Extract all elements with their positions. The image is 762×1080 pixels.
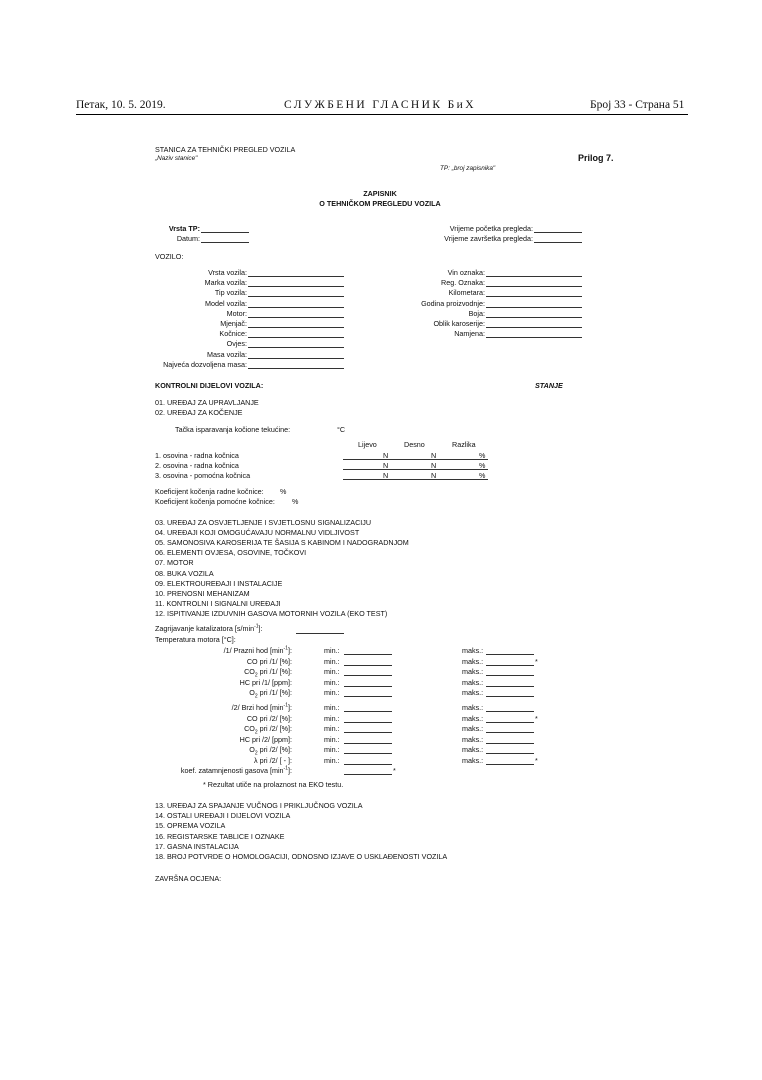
max-field[interactable] — [486, 722, 534, 723]
warmup-label: Zagrijavanje katalizatora $[s/\min^{-1}]$: — [155, 623, 263, 633]
control-item: 06. ELEMENTI OVJESA, OSOVINE, TOČKOVI — [155, 548, 307, 558]
start-label: Vrijeme početka pregleda: — [449, 224, 533, 233]
max-field[interactable] — [486, 675, 534, 676]
max-field[interactable] — [486, 764, 534, 765]
max-field[interactable] — [486, 686, 534, 687]
max-label: maks.: — [462, 677, 484, 687]
item-02: 02. UREĐAJ ZA KOČENJE — [155, 408, 243, 417]
brake-row-left-unit: N — [383, 471, 389, 480]
fast-o2: $O_2$ pri /2/ [%]: — [249, 745, 292, 757]
min-field[interactable] — [344, 711, 392, 712]
vehicle-field-input[interactable] — [486, 276, 582, 277]
temp-label: Temperatura motora [°C]: — [155, 635, 236, 644]
col-diff: Razlika — [452, 440, 476, 449]
min-label: min.: — [324, 688, 340, 697]
header-gazette: СЛУЖБЕНИ ГЛАСНИК БиХ — [284, 99, 476, 111]
max-field[interactable] — [486, 654, 534, 655]
max-field[interactable] — [486, 743, 534, 744]
vehicle-field-label: Motor: — [226, 308, 247, 318]
min-field[interactable] — [344, 696, 392, 697]
control-heading: KONTROLNI DIJELOVI VOZILA: — [155, 381, 264, 390]
control-item: 03. UREĐAJ ZA OSVJETLJENJE I SVJETLOSNU SIGNALIZACIJU — [155, 518, 372, 527]
required-star: * — [393, 766, 396, 775]
max-label: maks.: — [462, 724, 484, 733]
annex-label: Prilog 7. — [578, 153, 614, 163]
boiling-label: Tačka isparavanja kočione tekućine: — [175, 425, 291, 434]
vehicle-field-label: Oblik karoserije: — [433, 319, 485, 328]
vehicle-field-label: Model vozila: — [205, 298, 247, 308]
min-label: min.: — [324, 713, 340, 723]
min-field[interactable] — [344, 753, 392, 754]
fast-co: CO pri /2/ [%]: — [246, 713, 292, 723]
coef-aux-label: Koeficijent kočenja pomoćne kočnice: — [155, 497, 275, 506]
vehicle-field-input[interactable] — [486, 317, 582, 318]
coef-work-label: Koeficijent kočenja radne kočnice: — [155, 487, 264, 496]
item-01: 01. UREĐAJ ZA UPRAVLJANJE — [155, 398, 259, 407]
vehicle-field-input[interactable] — [248, 337, 344, 338]
col-left: Lijevo — [358, 440, 377, 449]
vehicle-field-label: Godina proizvodnje: — [421, 298, 485, 308]
control-item: 18. BROJ POTVRDE O HOMOLOGACIJI, ODNOSNO IZJAVE O USKLAĐENOSTI VOZILA — [155, 852, 448, 861]
brake-row-diff-unit: % — [479, 461, 486, 470]
min-field[interactable] — [344, 722, 392, 723]
idle-co2: $CO_2$ pri /1/ [%]: — [244, 667, 292, 679]
doc-title-line1: ZAPISNIK — [363, 189, 397, 198]
brake-row-left-unit: N — [383, 461, 389, 470]
datum-label: Datum: — [176, 234, 200, 243]
brake-row-right-unit: N — [431, 471, 437, 480]
header-page: Број 33 - Страна 51 — [590, 99, 685, 111]
boiling-unit: °C — [337, 425, 346, 434]
vehicle-field-input[interactable] — [248, 358, 344, 359]
end-field[interactable] — [534, 242, 582, 243]
control-item: 05. SAMONOSIVA KAROSERIJA TE ŠASIJA S KABINOM I NADOGRADNJOM — [155, 538, 409, 548]
vehicle-field-input[interactable] — [248, 307, 344, 308]
vehicle-field-label: Boja: — [468, 308, 485, 318]
required-star: * — [535, 656, 538, 666]
max-label: maks.: — [462, 734, 484, 744]
brake-row-line[interactable] — [343, 479, 488, 480]
max-field[interactable] — [486, 732, 534, 733]
max-field[interactable] — [486, 711, 534, 712]
control-item: 07. MOTOR — [155, 558, 194, 568]
start-field[interactable] — [534, 232, 582, 233]
min-label: min.: — [324, 656, 340, 666]
min-field[interactable] — [344, 654, 392, 655]
max-label: maks.: — [462, 656, 484, 666]
warmup-field[interactable] — [296, 633, 344, 634]
min-field[interactable] — [344, 743, 392, 744]
min-label: min.: — [324, 646, 340, 655]
vehicle-field-input[interactable] — [248, 296, 344, 297]
vehicle-field-label: Ovjes: — [226, 339, 247, 349]
max-field[interactable] — [486, 753, 534, 754]
fast-lambda: λ pri /2/ [ - ]: — [254, 755, 292, 765]
min-label: min.: — [324, 755, 340, 765]
max-label: maks.: — [462, 688, 484, 697]
vehicle-heading: VOZILO: — [155, 252, 184, 261]
vehicle-field-label: Masa vozila: — [207, 349, 247, 359]
min-label: min.: — [324, 734, 340, 744]
vehicle-field-label: Kilometara: — [448, 288, 485, 298]
vehicle-field-input[interactable] — [248, 347, 344, 348]
max-label: maks.: — [462, 646, 484, 655]
brake-row-diff-unit: % — [479, 451, 486, 460]
vehicle-field-label: Najveća dozvoljena masa: — [163, 359, 247, 369]
idle-hc: HC pri /1/ [ppm]: — [239, 677, 292, 687]
vehicle-field-input[interactable] — [486, 327, 582, 328]
max-label: maks.: — [462, 713, 484, 723]
required-star: * — [535, 755, 538, 765]
control-item: 09. ELEKTROUREĐAJI I INSTALACIJE — [155, 578, 283, 588]
max-label: maks.: — [462, 667, 484, 676]
vehicle-field-label: Kočnice: — [219, 329, 247, 339]
min-field[interactable] — [344, 675, 392, 676]
col-right: Desno — [404, 440, 425, 449]
max-field[interactable] — [486, 696, 534, 697]
vehicle-field-label: Tip vozila: — [214, 288, 247, 298]
control-item: 08. BUKA VOZILA — [155, 568, 214, 578]
control-item: 13. UREĐAJ ZA SPAJANJE VUČNOG I PRIKLJUČNOG VOZILA — [155, 801, 363, 810]
station-name: „Naziv stanice" — [155, 155, 198, 162]
brake-row-left-unit: N — [383, 451, 389, 460]
vehicle-field-input[interactable] — [486, 286, 582, 287]
final-grade: ZAVRŠNA OCJENA: — [155, 874, 222, 883]
min-field[interactable] — [344, 665, 392, 666]
control-item: 17. GASNA INSTALACIJA — [155, 841, 239, 851]
control-item: 15. OPREMA VOZILA — [155, 821, 226, 831]
control-item: 10. PRENOSNI MEHANIZAM — [155, 588, 250, 598]
fast-title: /2/ Brzi hod $[\min^{-1}]$: — [231, 702, 292, 712]
coef-work-pct: % — [280, 487, 287, 496]
control-item: 12. ISPITIVANJE IZDUVNIH GASOVA MOTORNIH VOZILA (EKO TEST) — [155, 608, 388, 618]
brake-row-line[interactable] — [343, 469, 488, 470]
fast-co2: $CO_2$ pri /2/ [%]: — [244, 724, 292, 736]
header-date: Петак, 10. 5. 2019. — [76, 99, 166, 111]
station-title: STANICA ZA TEHNIČKI PREGLED VOZILA — [155, 145, 296, 154]
brake-row-line[interactable] — [343, 459, 488, 460]
idle-o2: $O_2$ pri /1/ [%]: — [249, 688, 292, 700]
opacity-field[interactable] — [344, 774, 392, 775]
min-label: min.: — [324, 677, 340, 687]
brake-row-diff-unit: % — [479, 471, 486, 480]
control-item: 14. OSTALI UREĐAJI I DIJELOVI VOZILA — [155, 811, 291, 821]
eco-note: * Rezultat utiče na prolaznost na EKO testu. — [203, 780, 344, 789]
min-field[interactable] — [344, 686, 392, 687]
vehicle-field-label: Mjenjač: — [220, 319, 247, 328]
vrsta-label: Vrsta TP: — [168, 224, 200, 233]
brake-row-right-unit: N — [431, 461, 437, 470]
control-item: 16. REGISTARSKE TABLICE I OZNAKE — [155, 831, 285, 841]
brake-row-label: 2. osovina - radna kočnica — [155, 461, 239, 470]
min-label: min.: — [324, 724, 340, 733]
header-rule — [76, 114, 688, 115]
vehicle-field-input[interactable] — [486, 296, 582, 297]
vehicle-field-input[interactable] — [248, 317, 344, 318]
max-label: maks.: — [462, 755, 484, 765]
vehicle-field-input[interactable] — [486, 307, 582, 308]
fast-hc: HC pri /2/ [ppm]: — [239, 734, 292, 744]
min-field[interactable] — [344, 732, 392, 733]
vehicle-field-label: Marka vozila: — [204, 278, 247, 288]
min-label: min.: — [324, 667, 340, 676]
vehicle-field-input[interactable] — [248, 327, 344, 328]
status-heading: STANJE — [535, 381, 563, 390]
vehicle-field-input[interactable] — [248, 276, 344, 277]
brake-row-label: 3. osovina - pomoćna kočnica — [155, 471, 251, 480]
vehicle-field-input[interactable] — [248, 286, 344, 287]
min-label: min.: — [324, 703, 340, 712]
min-field[interactable] — [344, 764, 392, 765]
idle-co: CO pri /1/ [%]: — [246, 656, 292, 666]
coef-aux-pct: % — [292, 497, 299, 506]
opacity-label: koef. zatamnjenosti gasova $[\min^{-1}]$: — [180, 765, 292, 775]
vrsta-field[interactable] — [201, 232, 249, 233]
brake-row-right-unit: N — [431, 451, 437, 460]
max-label: maks.: — [462, 745, 484, 754]
vehicle-field-label: Namjena: — [454, 329, 485, 339]
datum-field[interactable] — [201, 242, 249, 243]
vehicle-field-label: Vin oznaka: — [447, 268, 485, 277]
idle-title: /1/ Prazni hod $[\min^{-1}]$: — [223, 645, 292, 655]
end-label: Vrijeme završetka pregleda: — [444, 234, 533, 243]
control-item: 04. UREĐAJI KOJI OMOGUĆAVAJU NORMALNU VIDLJIVOST — [155, 528, 360, 538]
required-star: * — [535, 713, 538, 723]
control-item: 11. KONTROLNI I SIGNALNI UREĐAJI — [155, 598, 281, 608]
min-label: min.: — [324, 745, 340, 754]
doc-title-line2: O TEHNIČKOM PREGLEDU VOZILA — [319, 199, 441, 208]
brake-row-label: 1. osovina - radna kočnica — [155, 451, 239, 460]
vehicle-field-label: Vrsta vozila: — [208, 268, 247, 277]
vehicle-field-input[interactable] — [248, 368, 344, 369]
max-label: maks.: — [462, 703, 484, 712]
tp-number: TP: „broj zapisnika" — [440, 165, 496, 172]
vehicle-field-label: Reg. Oznaka: — [441, 278, 485, 288]
vehicle-field-input[interactable] — [486, 337, 582, 338]
max-field[interactable] — [486, 665, 534, 666]
